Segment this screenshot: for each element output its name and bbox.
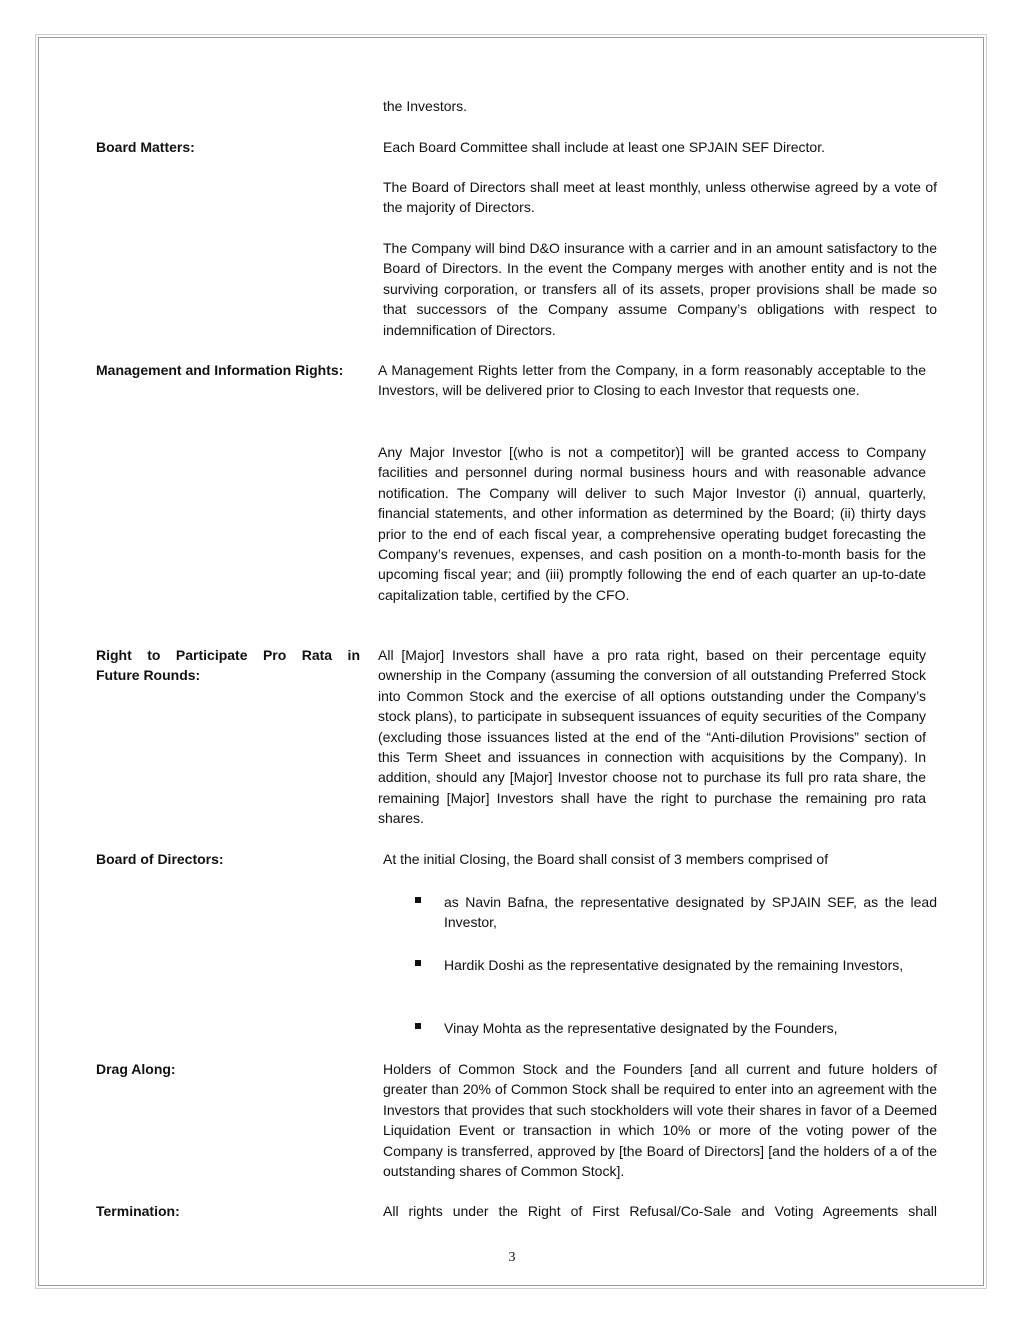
director-bullet-1: as Navin Bafna, the representative designated by SPJAIN SEF, as the lead Investor,	[444, 894, 937, 931]
board-matters-p3: The Company will bind D&O insurance with a carrier and in an amount satisfactory to the Board of Directors. In the event the Company merges with another entity and is not the surviving corporation, or transfers all of its assets, proper provisions shall be made so that successors of the Company assume Company’s obligations with respect to indemnification of Directors.	[383, 240, 937, 338]
bullet-icon	[415, 1023, 421, 1029]
management-rights-label: Management and Information Rights:	[96, 362, 344, 378]
drag-along-label: Drag Along:	[96, 1061, 176, 1077]
pro-rata-p1: All [Major] Investors shall have a pro rata right, based on their percentage equity ownership in the Company (assuming the conversion of all outstanding Preferred Stock into Common Stock and the exercise of all options outstanding under the Company’s stock plans), to participate in subsequent issuances of equity securities of the Company (excluding those issuances listed at the end of the “Anti-dilution Provisions” section of this Term Sheet and issuances in connection with acquisitions by the Company). In addition, should any [Major] Investor choose not to purchase its full pro rata share, the remaining [Major] Investors shall have the right to purchase the remaining pro rata shares.	[378, 647, 926, 827]
board-matters-label: Board Matters:	[96, 139, 195, 155]
continued-text: the Investors.	[383, 98, 468, 114]
pro-rata-label-line1: Right to Participate Pro Rata in	[96, 647, 360, 663]
bullet-icon	[415, 960, 421, 966]
pro-rata-label	[96, 645, 360, 686]
termination-p1: All rights under the Right of First Refusal/Co-Sale and Voting Agreements shall	[383, 1203, 937, 1219]
board-of-directors-intro: At the initial Closing, the Board shall consist of 3 members comprised of	[383, 851, 829, 867]
page-number: 3	[508, 1250, 516, 1265]
director-bullet-3: Vinay Mohta as the representative designated by the Founders,	[444, 1020, 838, 1036]
pro-rata-label-line2: Future Rounds:	[96, 667, 201, 684]
management-rights-p1: A Management Rights letter from the Company, in a form reasonably acceptable to the Investors, will be delivered prior to Closing to each Investor that requests one.	[378, 362, 926, 399]
board-of-directors-label: Board of Directors:	[96, 851, 224, 867]
director-bullet-2: Hardik Doshi as the representative designated by the remaining Investors,	[444, 957, 904, 973]
management-rights-p2: Any Major Investor [(who is not a competitor)] will be granted access to Company facilities and personnel during normal business hours and with reasonable advance notification. The Company will deliver to such Major Investor (i) annual, quarterly, financial statements, and other information as determined by the Board; (ii) thirty days prior to the end of each fiscal year, a comprehensive operating budget forecasting the Company’s revenues, expenses, and cash position on a month-to-month basis for the upcoming fiscal year; and (iii) promptly following the end of each quarter an up-to-date capitalization table, certified by the CFO.	[378, 444, 926, 603]
termination-label: Termination:	[96, 1203, 180, 1219]
board-matters-p2: The Board of Directors shall meet at least monthly, unless otherwise agreed by a vote of the majority of Directors.	[383, 179, 937, 216]
bullet-icon	[415, 897, 421, 903]
drag-along-p1: Holders of Common Stock and the Founders [and all current and future holders of greater than 20% of Common Stock shall be required to enter into an agreement with the Investors that provides that such stockholders will vote their shares in favor of a Deemed Liquidation Event or transaction in which 10% or more of the voting power of the Company is transferred, approved by [the Board of Directors] [and the holders of a of the outstanding shares of Common Stock].	[383, 1061, 937, 1180]
board-matters-p1: Each Board Committee shall include at least one SPJAIN SEF Director.	[383, 139, 825, 155]
